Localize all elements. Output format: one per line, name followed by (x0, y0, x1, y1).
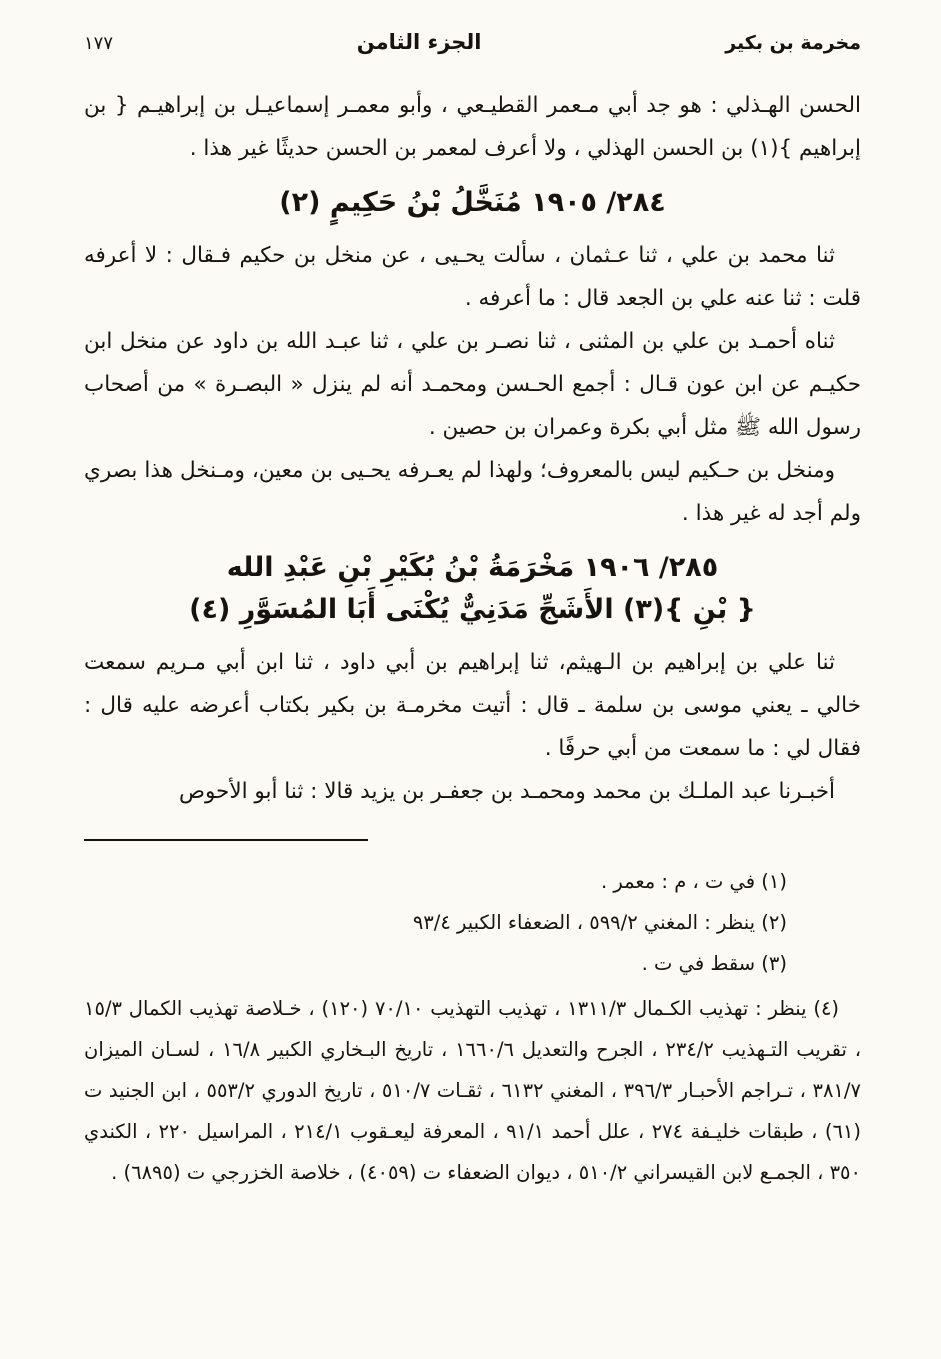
intro-paragraph: الحسن الهـذلي : هو جد أبي مـعمر القطيـعي ، وأبو معمـر إسماعيـل بن إبراهيـم { بن إبراهيم }(١) بن الحسن الهذلي ، ولا أعرف لمعمر بن الحسن حديثًا غير هذا . (84, 93, 861, 161)
running-head-book-title: مخرمة بن بكير (725, 32, 861, 54)
footnote-1: (١) في ت ، م : معمر . (600, 870, 787, 893)
entry-1906-paragraph-1: ثنا علي بن إبراهيم بن الـهيثم، ثنا إبراهيم بن أبي داود ، ثنا ابن أبي مـريم سمعت خالي ـ يعني موسى بن سلمة ـ قال : أتيت مخرمـة بن بكير بكتاب أعرضه عليه قال : فقال لي : ما سمعت من أبي حرفًا . (84, 650, 861, 761)
page-number: ١٧٧ (84, 33, 114, 54)
entry-1905-paragraph-2: ثناه أحمـد بن علي بن المثنى ، ثنا نصـر بن علي ، ثنا عبـد الله بن داود عن منخل ابن حكيـم عن ابن عون قـال : أجمع الحـسن ومحمـد أنه لم ينزل « البصـرة » من أصحاب رسول الله ﷺ مثل أبي بكرة وعمران بن حصين . (84, 329, 861, 440)
page-body (84, 84, 861, 813)
footnote-2: (٢) ينظر : المغني ٥٩٩/٢ ، الضعفاء الكبير ٩٣/٤ (412, 911, 787, 934)
footnotes-section (84, 861, 861, 1193)
entry-1906-heading-line1: ٢٨٥/ ١٩٠٦ مَخْرَمَةُ بْنُ بُكَيْرِ بْنِ عَبْدِ الله (226, 552, 719, 583)
entry-1905-paragraph-3: ومنخل بن حـكيم ليس بالمعروف؛ ولهذا لم يعـرفه يحـيى بن معين، ومـنخل هذا بصري ولم أجد له غير هذا . (84, 458, 861, 526)
entry-1905-paragraph-1: ثنا محمد بن علي ، ثنا عـثمان ، سألت يحـيى ، عن منخل بن حكيم فـقال : لا أعرفه قلت : ثنا عنه علي بن الجعد قال : ما أعرفه . (84, 243, 861, 311)
running-header (84, 30, 861, 54)
entry-1906-paragraph-2: أخبـرنا عبد الملـك بن محمد ومحمـد بن جعفـر بن يزيد قالا : ثنا أبو الأحوص (178, 779, 835, 804)
entry-1905-heading: ٢٨٤/ ١٩٠٥ مُنَخَّلُ بْنُ حَكِيمٍ (٢) (279, 187, 666, 218)
footnote-3: (٣) سقط في ت . (641, 952, 787, 975)
footnote-separator (84, 839, 368, 841)
entry-1906-heading (84, 547, 861, 631)
footnote-4: (٤) ينظر : تهذيب الكـمال ١٣١١/٣ ، تهذيب التهذيب ٧٠/١٠ (١٢٠) ، خـلاصة تهذيب الكمال ١٥/٣ ، تقريب التـهذيب ٢٣٤/٢ ، الجرح والتعديل ١٦٦٠/٦ ، تاريخ البـخاري الكبير ١٦/٨ ، لسـان الميزان ٣٨١/٧ ، تـراجم الأحبـار ٣٩٦/٣ ، المغني ٦١٣٢ ، ثقـات ٥١٠/٧ ، تاريخ الدوري ٥٥٣/٢ ، ابن الجنيد ت (٦١) ، طبقات خليـفة ٢٧٤ ، علل أحمد ٩١/١ ، المعرفة ليعـقوب ٢١٤/١ ، المراسيل ٢٢٠ ، الكندي ٣٥٠ ، الجمـع لابن القيسراني ٥١٠/٢ ، ديوان الضعفاء ت (٤٠٥٩) ، خلاصة الخزرجي ت (٦٨٩٥) . (84, 997, 862, 1184)
entry-1906-heading-line2: { بْنِ }(٣) الأَشَجِّ مَدَنِيٌّ يُكْنَى أَبَا المُسَوَّرِ (٤) (189, 594, 756, 625)
running-head-part-title: الجزء الثامن (356, 30, 482, 54)
